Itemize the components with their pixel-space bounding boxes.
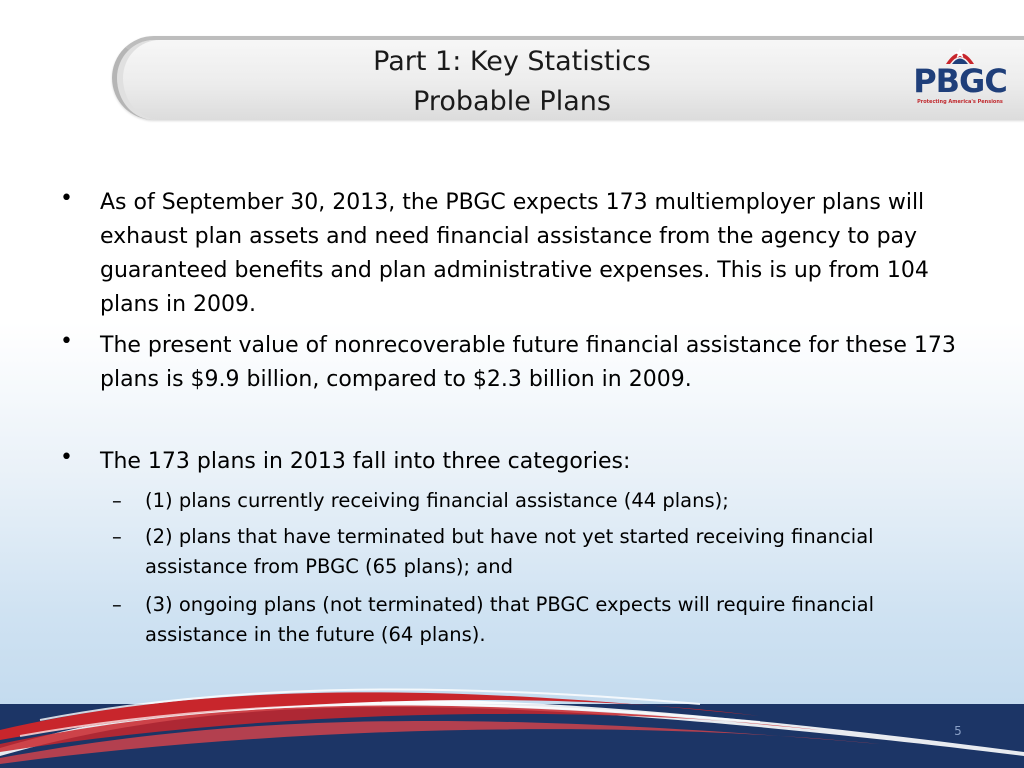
slide-subtitle: Probable Plans xyxy=(413,86,611,117)
bullet-marker: • xyxy=(60,445,73,470)
bullet-item xyxy=(60,445,980,479)
sub-bullet-text: (1) plans currently receiving financial assistance (44 plans); xyxy=(145,489,729,512)
sub-bullet-text: (3) ongoing plans (not terminated) that PBGC expects will require financial assistance in the future (64 plans). xyxy=(145,593,875,646)
bullet-text: The present value of nonrecoverable future financial assistance for these 173 plans is $9.9 billion, compared to $2.3 billion in 2009. xyxy=(100,333,956,392)
bullet-item xyxy=(60,186,980,322)
logo-tagline: Protecting America's Pensions xyxy=(917,99,1003,105)
logo-wordmark: PBGC xyxy=(913,62,1007,100)
sub-bullet-item xyxy=(112,486,935,516)
bullet-marker: • xyxy=(60,329,73,354)
bullet-marker: • xyxy=(60,186,73,211)
sub-bullet-marker: – xyxy=(112,489,122,512)
footer-swoosh-decoration xyxy=(0,660,1024,768)
sub-bullet-item xyxy=(112,590,935,650)
sub-bullet-marker: – xyxy=(112,525,122,548)
pbgc-logo xyxy=(912,44,1008,110)
bullet-text: The 173 plans in 2013 fall into three categories: xyxy=(100,449,631,474)
sub-bullet-marker: – xyxy=(112,593,122,616)
bullet-item xyxy=(60,329,980,397)
page-number: 5 xyxy=(954,724,962,738)
slide-title: Part 1: Key Statistics xyxy=(373,46,651,77)
bullet-text: As of September 30, 2013, the PBGC expects 173 multiemployer plans will exhaust plan assets and need financial assistance from the agency to pay guaranteed benefits and plan administrative expenses. This is up from 104 plans in 2009. xyxy=(100,190,929,317)
sub-bullet-text: (2) plans that have terminated but have not yet started receiving financial assistance from PBGC (65 plans); and xyxy=(145,525,874,578)
sub-bullet-item xyxy=(112,522,935,582)
